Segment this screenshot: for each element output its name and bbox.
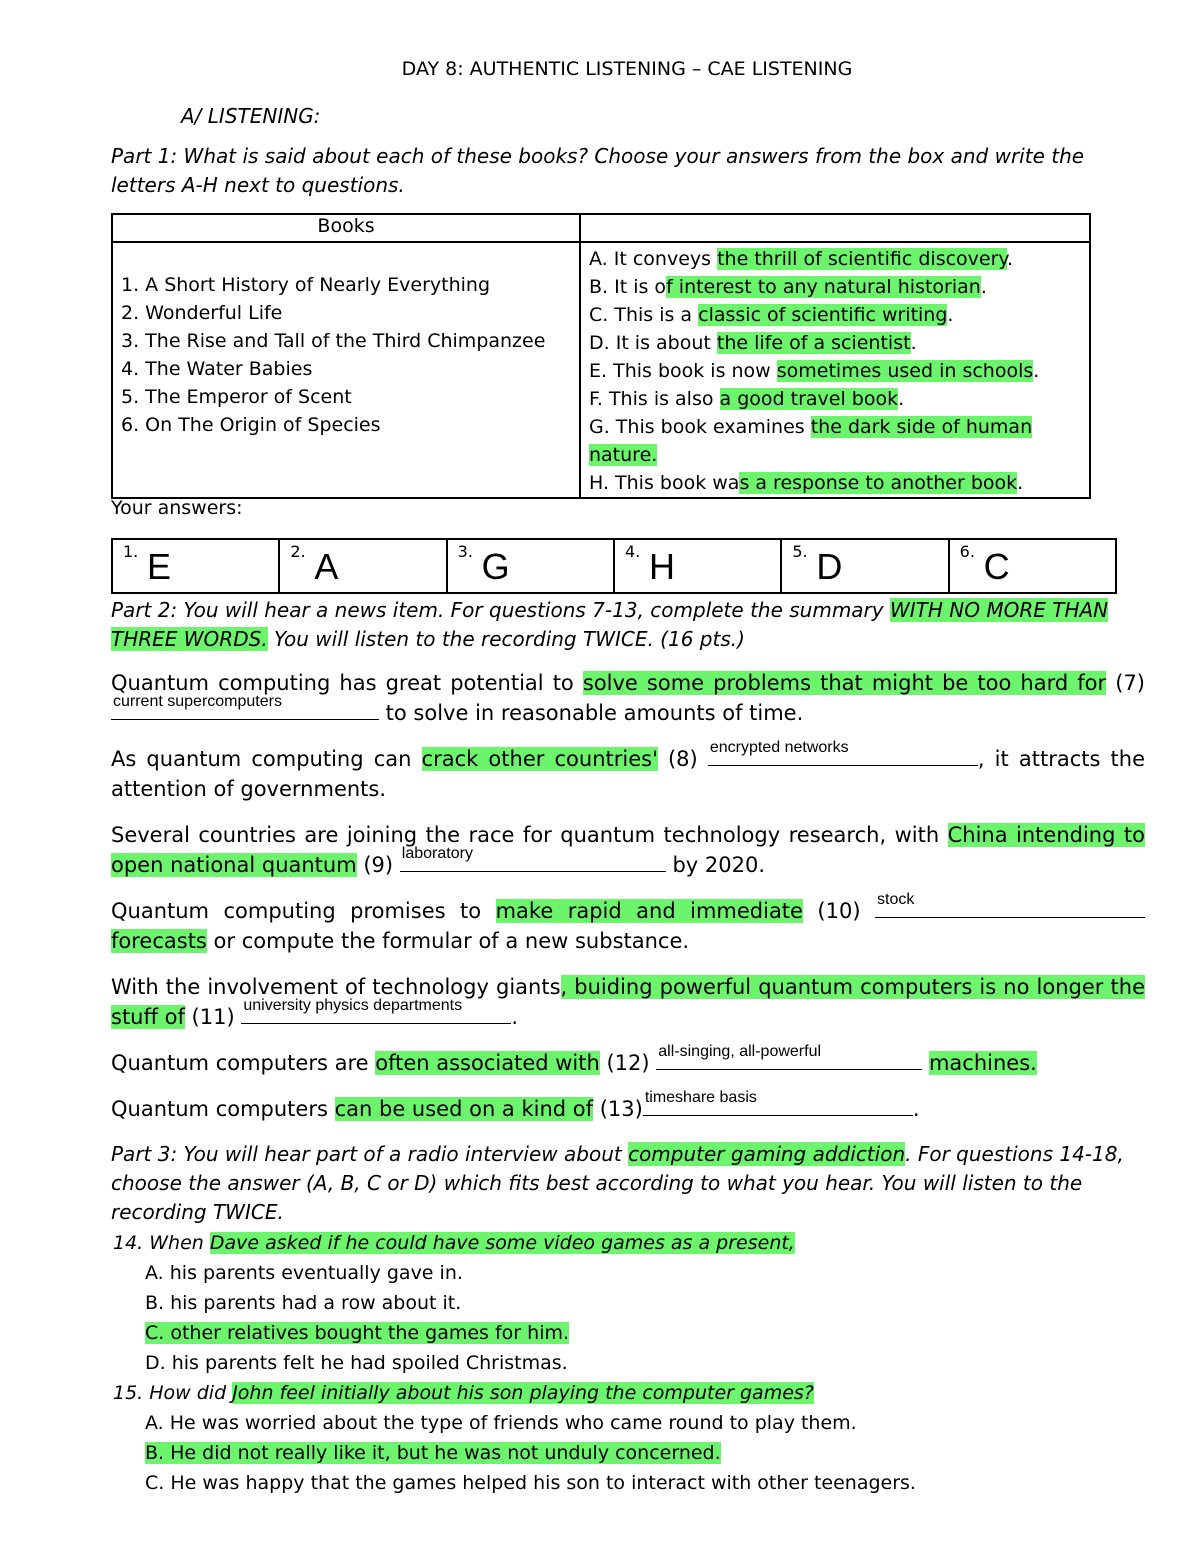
answer-letter: H bbox=[648, 546, 675, 587]
book-item: 2. Wonderful Life bbox=[121, 302, 283, 324]
section-heading: A/ LISTENING: bbox=[181, 104, 321, 128]
question-7: Quantum computing has great potential to solve some problems that might be too hard for (7) current supercomputers to solve in reasonable amounts of time. bbox=[111, 671, 1146, 725]
option-b: B. It is of interest to any natural historian. bbox=[589, 276, 987, 298]
answer-cell: 4. H bbox=[615, 540, 782, 592]
book-item: 5. The Emperor of Scent bbox=[121, 386, 352, 408]
question-14: 14. When Dave asked if he could have some video games as a present, bbox=[113, 1232, 795, 1254]
answer-cell: 3. G bbox=[448, 540, 615, 592]
q14-option-a[interactable]: A. his parents eventually gave in. bbox=[145, 1262, 463, 1284]
q14-option-d[interactable]: D. his parents felt he had spoiled Christmas. bbox=[145, 1352, 568, 1374]
book-item: 3. The Rise and Tall of the Third Chimpanzee bbox=[121, 330, 546, 352]
q15-option-c[interactable]: C. He was happy that the games helped his son to interact with other teenagers. bbox=[145, 1472, 916, 1494]
book-item: 6. On The Origin of Species bbox=[121, 414, 381, 436]
question-12: Quantum computers are often associated with (12) all-singing, all-powerful machines. bbox=[111, 1043, 1037, 1075]
page-title: DAY 8: AUTHENTIC LISTENING – CAE LISTENING bbox=[401, 58, 853, 80]
options-header bbox=[580, 214, 1090, 242]
option-d: D. It is about the life of a scientist. bbox=[589, 332, 917, 354]
book-item: 1. A Short History of Nearly Everything bbox=[121, 274, 491, 296]
answer-blank[interactable]: all-singing, all-powerful bbox=[656, 1049, 922, 1070]
your-answers-label: Your answers: bbox=[111, 497, 243, 519]
answer-cell: 5. D bbox=[782, 540, 949, 592]
option-f: F. This is also a good travel book. bbox=[589, 388, 905, 410]
answer-letter: G bbox=[481, 546, 510, 587]
part1-instruction: Part 1: What is said about each of these books? Choose your answers from the box and write the letters A-H next to questions. bbox=[111, 144, 1085, 197]
option-g: G. This book examines the dark side of human nature. bbox=[589, 416, 1033, 466]
option-h: H. This book was a response to another book. bbox=[589, 472, 1024, 494]
question-13: Quantum computers can be used on a kind of (13) timeshare basis . bbox=[111, 1089, 920, 1121]
book-item: 4. The Water Babies bbox=[121, 358, 313, 380]
part2-instruction: Part 2: You will hear a news item. For questions 7-13, complete the summary WITH NO MORE THAN THREE WORDS. You will listen to the recording TWICE. (16 pts.) bbox=[111, 598, 1109, 651]
part3-instruction: Part 3: You will hear part of a radio interview about computer gaming addiction. For questions 14-18, choose the answer (A, B, C or D) which fits best according to what you hear. You will listen to the recording TWICE. bbox=[111, 1142, 1124, 1224]
q14-option-c[interactable]: C. other relatives bought the games for him. bbox=[145, 1322, 570, 1344]
answer-blank[interactable]: current supercomputers bbox=[111, 699, 379, 720]
answer-letter: D bbox=[816, 546, 843, 587]
option-e: E. This book is now sometimes used in schools. bbox=[589, 360, 1040, 382]
answer-blank[interactable]: timeshare basis bbox=[643, 1095, 913, 1116]
q14-option-b[interactable]: B. his parents had a row about it. bbox=[145, 1292, 462, 1314]
books-list bbox=[112, 242, 580, 498]
option-c: C. This is a classic of scientific writing. bbox=[589, 304, 954, 326]
answer-letter: C bbox=[983, 546, 1010, 587]
question-15: 15. How did John feel initially about his son playing the computer games? bbox=[113, 1382, 814, 1404]
q15-option-a[interactable]: A. He was worried about the type of friends who came round to play them. bbox=[145, 1412, 857, 1434]
options-list bbox=[580, 242, 1090, 498]
answer-cell: 1. E bbox=[113, 540, 280, 592]
answer-blank[interactable]: university physics departments bbox=[241, 1003, 511, 1024]
answer-letter: A bbox=[314, 546, 339, 587]
answer-blank[interactable]: encrypted networks bbox=[708, 745, 978, 766]
option-a: A. It conveys the thrill of scientific discovery. bbox=[589, 248, 1014, 270]
question-8: As quantum computing can crack other countries' (8) encrypted networks , it attracts the attention of governments. bbox=[111, 739, 1145, 801]
question-10: Quantum computing promises to make rapid and immediate (10) stock forecasts or compute the formular of a new substance. bbox=[111, 896, 1145, 956]
question-9: Several countries are joining the race for quantum technology research, with China intending to open national quantum (9) laboratory by 2020. bbox=[111, 823, 1145, 877]
answer-cell: 2. A bbox=[280, 540, 447, 592]
answers-grid bbox=[111, 538, 1117, 594]
answer-blank[interactable]: stock bbox=[875, 897, 1145, 918]
answer-blank[interactable]: laboratory bbox=[400, 851, 666, 872]
answer-letter: E bbox=[147, 546, 172, 587]
question-11: With the involvement of technology giants, buiding powerful quantum computers is no longer the stuff of (11) university physics departments . bbox=[111, 975, 1145, 1029]
answer-cell: 6. C bbox=[959, 542, 1010, 587]
books-header: Books bbox=[112, 214, 580, 242]
books-table bbox=[111, 213, 1091, 499]
q15-option-b[interactable]: B. He did not really like it, but he was not unduly concerned. bbox=[145, 1442, 721, 1464]
